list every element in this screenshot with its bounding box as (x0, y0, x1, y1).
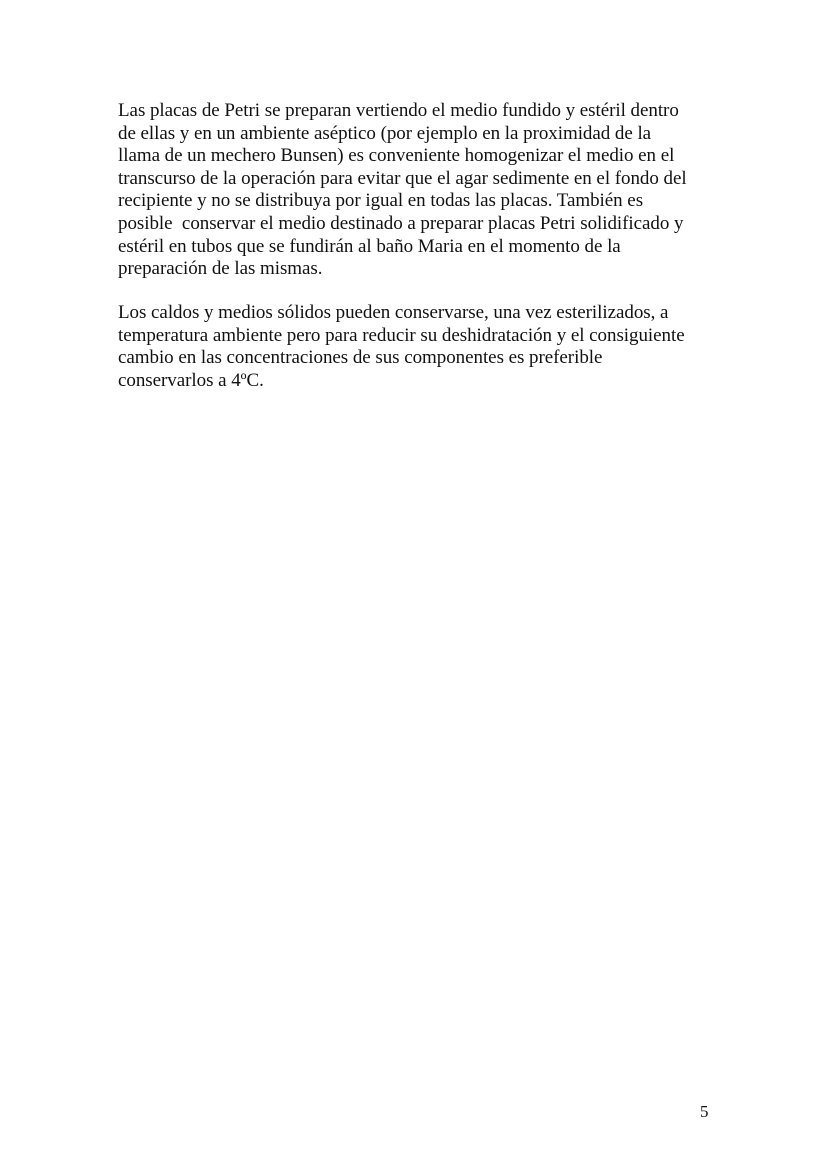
text-line: cambio en las concentraciones de sus componentes es preferible (118, 347, 603, 369)
text-line: conservarlos a 4ºC. (118, 369, 264, 391)
text-line: temperatura ambiente pero para reducir su deshidratación y el consiguiente (118, 324, 685, 346)
text-line: recipiente y no se distribuya por igual en todas las placas. También es (118, 190, 644, 212)
text-line: llama de un mechero Bunsen) es conveniente homogenizar el medio en el (118, 145, 675, 167)
text-line: Los caldos y medios sólidos pueden conservarse, una vez esterilizados, a (118, 302, 669, 323)
text-line: posible conservar el medio destinado a preparar placas Petri solidificado y (118, 213, 684, 234)
page-number: 5 (700, 1102, 709, 1121)
text-line: Las placas de Petri se preparan vertiendo el medio fundido y estéril dentro (118, 100, 679, 121)
text-line: estéril en tubos que se fundirán al baño Maria en el momento de la (118, 235, 621, 257)
text-line: transcurso de la operación para evitar que el agar sedimente en el fondo del (118, 167, 687, 189)
text-line: de ellas y en un ambiente aséptico (por ejemplo en la proximidad de la (118, 122, 652, 144)
text-line: preparación de las mismas. (118, 258, 323, 280)
